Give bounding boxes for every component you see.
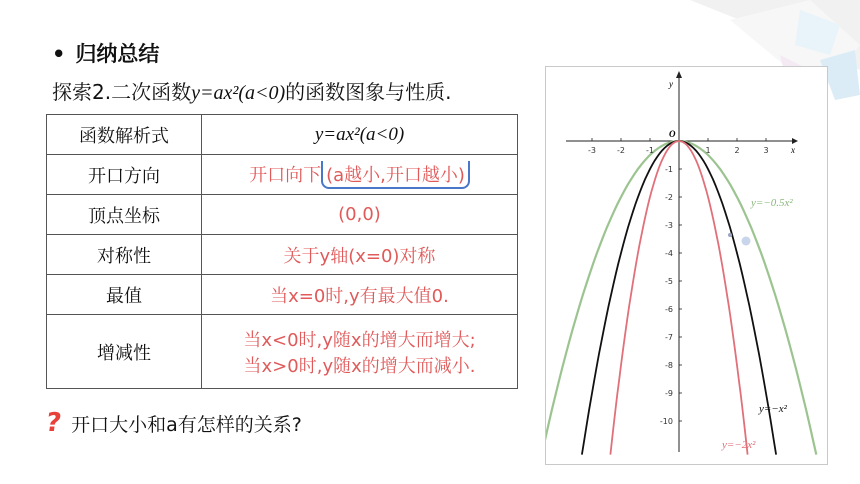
y-tick-label: -3 <box>665 221 673 230</box>
row-label: 最值 <box>47 275 202 315</box>
table-row <box>47 315 518 389</box>
parabola-graph <box>545 66 828 465</box>
curve-label: y=−0.5x² <box>751 197 793 209</box>
table-row <box>47 195 518 235</box>
x-axis-label: x <box>791 145 795 155</box>
row-label: 增减性 <box>47 315 202 389</box>
subtitle-prefix: 探索2.二次函数 <box>52 80 192 104</box>
curve-label: y=−x² <box>759 403 787 415</box>
table-row <box>47 155 518 195</box>
subtitle <box>52 76 452 105</box>
y-axis-label: y <box>669 79 673 89</box>
row-value <box>202 315 518 389</box>
x-axis-arrow <box>792 138 798 144</box>
y-tick-label: -1 <box>665 165 673 174</box>
y-tick-label: -9 <box>665 389 673 398</box>
y-axis-arrow <box>676 71 682 78</box>
x-tick-label: 2 <box>734 146 740 155</box>
subtitle-suffix: 的函数图象与性质. <box>285 80 452 104</box>
heading-text: 归纳总结 <box>75 42 160 66</box>
question-text: 开口大小和a有怎样的关系? <box>71 413 302 436</box>
opening-note: (a越小,开口越小) <box>321 161 470 189</box>
monotonic-line-1: 当x<0时,y随x的增大而增大; <box>243 329 476 351</box>
table-row <box>47 115 518 155</box>
row-value: 当x=0时,y有最大值0. <box>202 275 518 315</box>
row-value <box>202 155 518 195</box>
decor-dot <box>742 237 751 246</box>
x-tick-label: 1 <box>705 146 711 155</box>
bullet: • <box>52 42 66 66</box>
y-tick-label: -2 <box>665 193 673 202</box>
origin-label: O <box>669 129 676 139</box>
monotonic-line-2: 当x>0时,y随x的增大而减小. <box>243 355 476 377</box>
y-tick-label: -8 <box>665 361 673 370</box>
table-row <box>47 275 518 315</box>
x-tick-label: -2 <box>617 146 625 155</box>
section-heading <box>52 38 159 68</box>
row-value: y=ax²(a<0) <box>202 115 518 155</box>
y-tick-label: -7 <box>665 333 673 342</box>
row-value: (0,0) <box>202 195 518 235</box>
decor-dot <box>728 233 732 237</box>
row-label: 顶点坐标 <box>47 195 202 235</box>
table-row <box>47 235 518 275</box>
row-label: 对称性 <box>47 235 202 275</box>
x-tick-label: -3 <box>588 146 596 155</box>
row-value: 关于y轴(x=0)对称 <box>202 235 518 275</box>
question-mark-icon: ? <box>43 408 64 438</box>
x-tick-label: -1 <box>646 146 654 155</box>
curve-label: y=−2x² <box>722 439 756 451</box>
graph-svg <box>546 67 827 464</box>
row-label: 函数解析式 <box>47 115 202 155</box>
y-tick-label: -4 <box>665 249 673 258</box>
question <box>43 408 302 438</box>
y-tick-label: -5 <box>665 277 673 286</box>
x-tick-label: 3 <box>763 146 769 155</box>
properties-table <box>46 114 518 389</box>
subtitle-formula: y=ax²(a<0) <box>191 82 286 104</box>
opening-direction: 开口向下 <box>249 164 322 186</box>
y-tick-label: -10 <box>659 417 673 426</box>
row-label: 开口方向 <box>47 155 202 195</box>
y-tick-label: -6 <box>665 305 673 314</box>
